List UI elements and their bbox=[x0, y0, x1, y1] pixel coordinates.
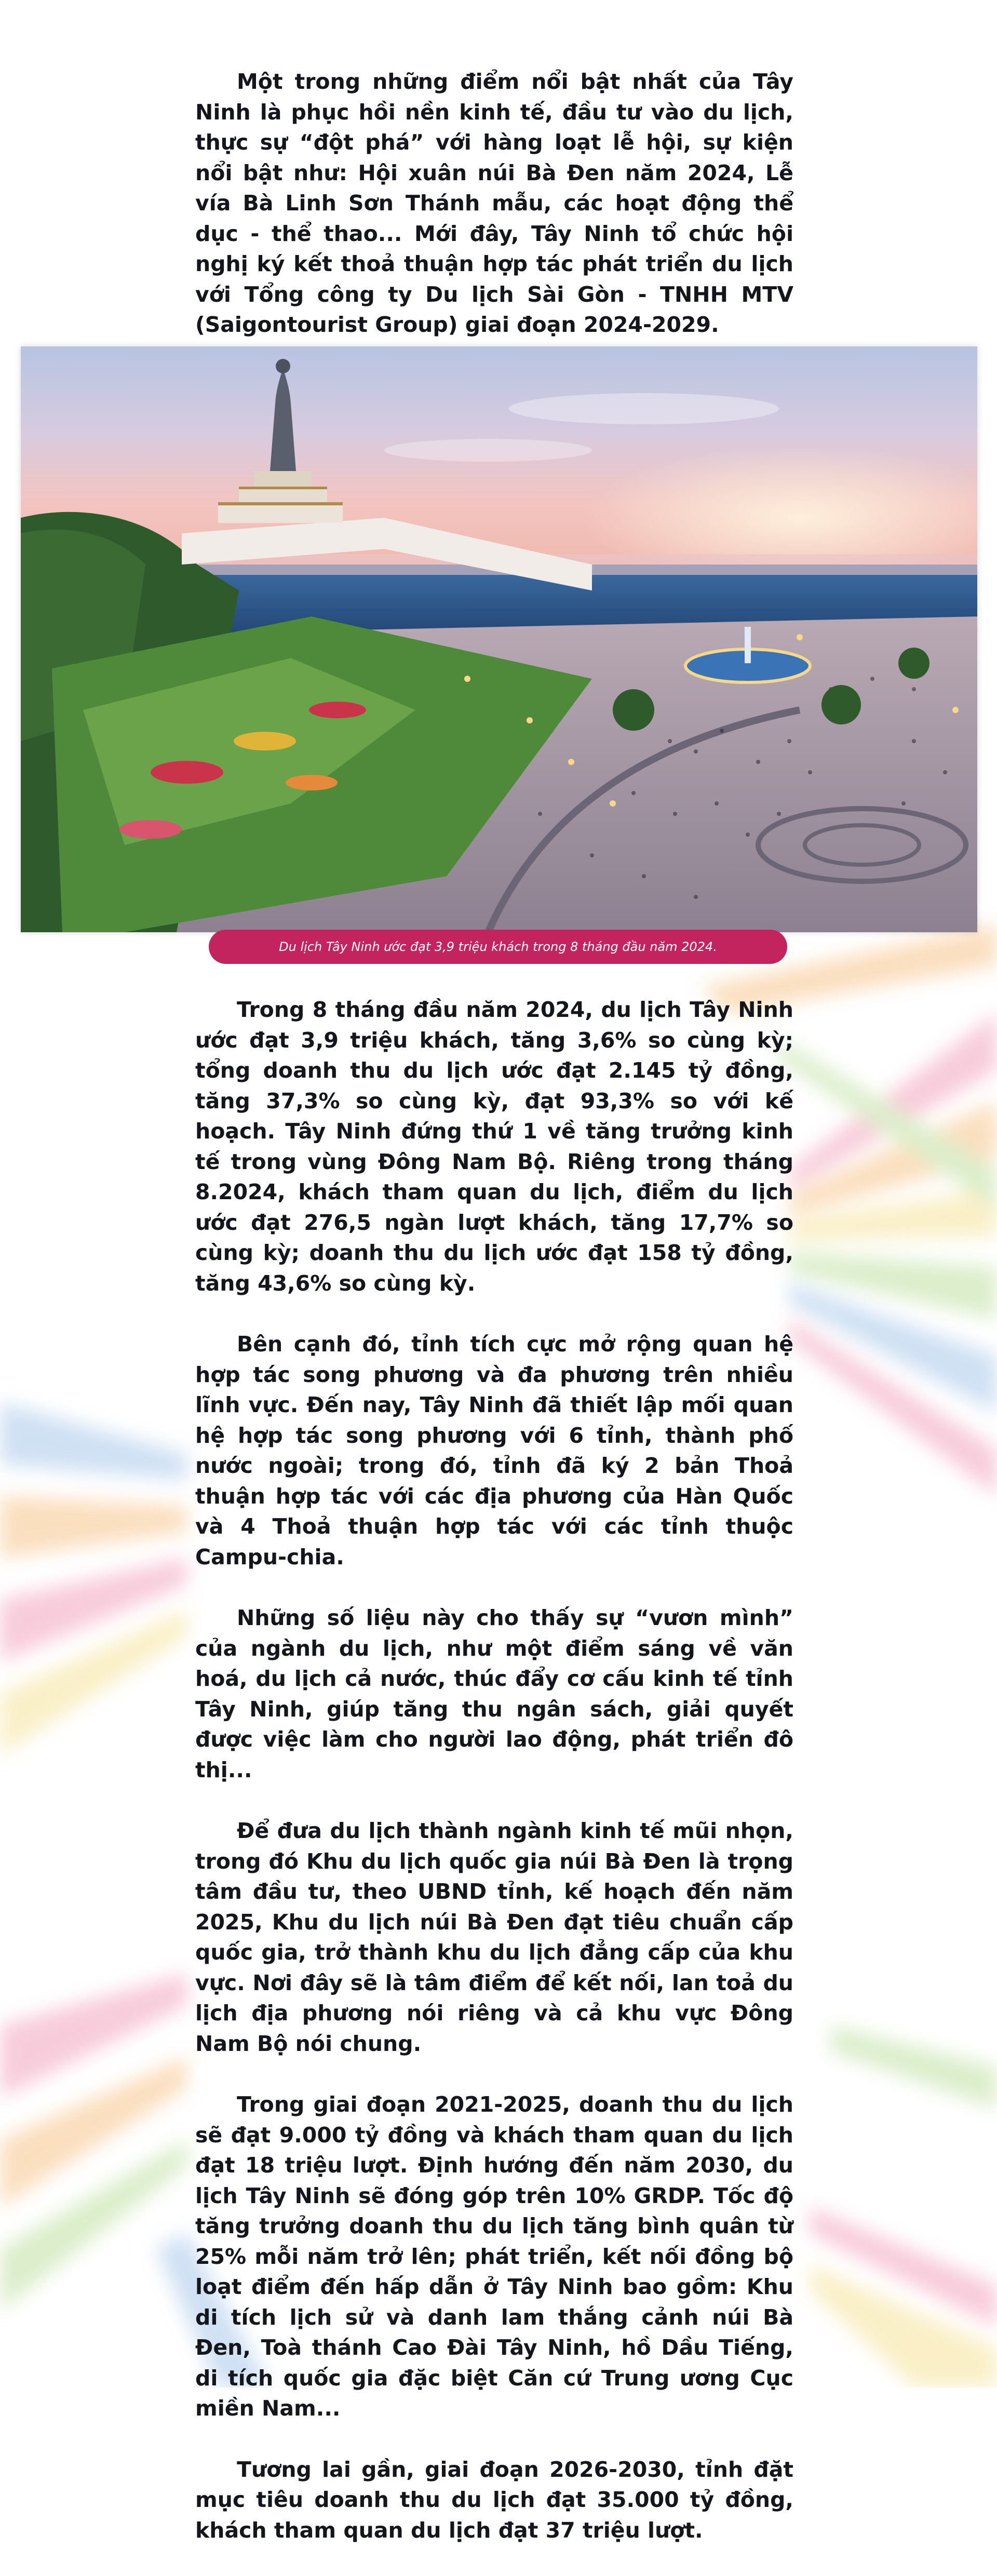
tree bbox=[821, 685, 861, 725]
feature-photo bbox=[21, 346, 977, 932]
ray-left-blue bbox=[0, 1402, 187, 1480]
photo-caption: Du lịch Tây Ninh ước đạt 3,9 triệu khách trong 8 tháng đầu năm 2024. bbox=[209, 930, 787, 964]
statue-head bbox=[276, 359, 290, 373]
flower-bed bbox=[286, 775, 338, 790]
flower-bed bbox=[234, 732, 296, 750]
tree bbox=[613, 689, 654, 731]
temple-tier bbox=[254, 471, 312, 488]
body-paragraph: Bên cạnh đó, tỉnh tích cực mở rộng quan hệ hợp tác song phương và đa phương trên nhiều lĩnh vực. Đến nay, Tây Ninh đã thiết lập mối quan hệ hợp tác song phương với 6 tỉnh, thành phố nước ngoài; trong đó, tỉnh đã ký 2 bản Thoả thuận hợp tác với các địa phương của Hàn Quốc và 4 Thoả thuận hợp tác với các tỉnh thuộc Campu-chia. bbox=[195, 1332, 793, 1569]
temple-tier bbox=[239, 487, 327, 504]
body-paragraph: Trong giai đoạn 2021-2025, doanh thu du lịch sẽ đạt 9.000 tỷ đồng và khách tham quan du lịch đạt 18 triệu lượt. Định hướng đến năm 2030, du lịch Tây Ninh sẽ đóng góp trên 10% GRDP. Tốc độ tăng trưởng doanh thu du lịch tăng bình quân từ 25% mỗi năm trở lên; phát triển, kết nối đồng bộ loạt điểm đến hấp dẫn ở Tây Ninh bao gồm: Khu di tích lịch sử và danh lam thắng cảnh núi Bà Đen, Toà thánh Cao Đài Tây Ninh, hồ Dầu Tiếng, di tích quốc gia đặc biệt Căn cứ Trung ương Cục miền Nam... bbox=[195, 2092, 793, 2421]
tree bbox=[898, 648, 929, 679]
ray-left-orange bbox=[0, 1496, 187, 1558]
fountain-jet bbox=[745, 627, 751, 663]
intro-paragraph: Một trong những điểm nổi bật nhất của Tây Ninh là phục hồi nền kinh tế, đầu tư vào du lịch, thực sự “đột phá” với hàng loạt lễ hội, sự kiện nổi bật như: Hội xuân núi Bà Đen năm 2024, Lễ vía Bà Linh Sơn Thánh mẫu, các hoạt động thể dục - thể thao... Mới đây, Tây Ninh tổ chức hội nghị ký kết thoả thuận hợp tác phát triển du lịch với Tổng công ty Du lịch Sài Gòn - TNHH MTV (Saigontourist Group) giai đoạn 2024-2029. bbox=[195, 69, 793, 337]
temple-roof-line bbox=[239, 487, 327, 489]
body-paragraph: Trong 8 tháng đầu năm 2024, du lịch Tây Ninh ước đạt 3,9 triệu khách, tăng 3,6% so cùng kỳ; tổng doanh thu du lịch ước đạt 2.145 tỷ đồng, tăng 37,3% so cùng kỳ, đạt 93,3% so với kế hoạch. Tây Ninh đứng thứ 1 về tăng trưởng kinh tế trong vùng Đông Nam Bộ. Riêng trong tháng 8.2024, khách tham quan du lịch, điểm du lịch ước đạt 276,5 ngàn lượt khách, tăng 17,7% so cùng kỳ; doanh thu du lịch ước đạt 158 tỷ đồng, tăng 43,6% so cùng kỳ. bbox=[195, 997, 793, 1296]
body-paragraph: Những số liệu này cho thấy sự “vươn mình” của ngành du lịch, như một điểm sáng về văn hoá, du lịch cả nước, thúc đẩy cơ cấu kinh tế tỉnh Tây Ninh, giúp tăng thu ngân sách, giải quyết được việc làm cho người lao động, phát triển đô thị... bbox=[195, 1605, 793, 1782]
mountain-temple-photo-icon bbox=[21, 346, 977, 932]
body-paragraph: Để đưa du lịch thành ngành kinh tế mũi nhọn, trong đó Khu du lịch quốc gia núi Bà Đen là trọng tâm đầu tư, theo UBND tỉnh, kế hoạch đến năm 2025, Khu du lịch núi Bà Đen đạt tiêu chuẩn cấp quốc gia, trở thành khu du lịch đẳng cấp của khu vực. Nơi đây sẽ là tâm điểm để kết nối, lan toả du lịch địa phương nói riêng và cả khu vực Đông Nam Bộ nói chung. bbox=[195, 1818, 793, 2056]
cloud bbox=[509, 393, 779, 424]
flower-bed bbox=[119, 820, 182, 839]
flower-bed bbox=[151, 761, 223, 784]
cloud bbox=[384, 439, 592, 462]
article-body bbox=[195, 995, 793, 2576]
body-paragraph: Tương lai gần, giai đoạn 2026-2030, tỉnh đặt mục tiêu doanh thu du lịch đạt 35.000 tỷ đồng, khách tham quan du lịch đạt 37 triệu lượt. bbox=[195, 2457, 793, 2543]
ray-bottom-green bbox=[831, 2025, 997, 2109]
intro-section bbox=[195, 66, 793, 340]
temple-roof-line bbox=[218, 502, 343, 505]
flower-bed bbox=[309, 702, 366, 718]
